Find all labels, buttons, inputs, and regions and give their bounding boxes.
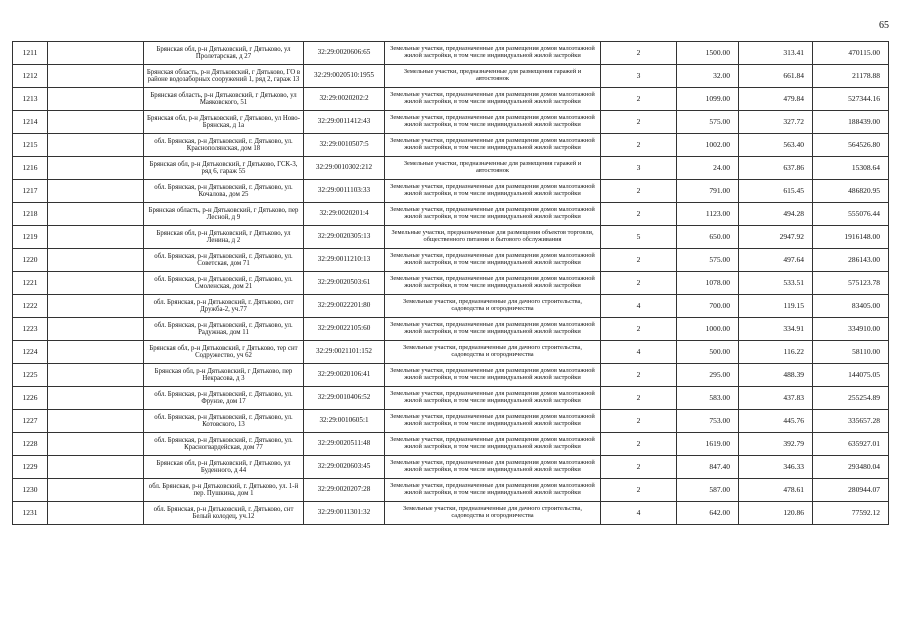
land-use-cell: Земельные участки, предназначенные для размещения домов малоэтажной жилой застройки, в том числе индивидуальной жилой застройки xyxy=(385,433,601,456)
cadastral-number-cell: 32:29:0011301:32 xyxy=(304,502,385,525)
cadastral-value-cell: 83405.00 xyxy=(813,295,889,318)
empty-cell xyxy=(48,157,144,180)
table-row xyxy=(13,42,889,65)
empty-cell xyxy=(48,410,144,433)
cadastral-value-cell: 334910.00 xyxy=(813,318,889,341)
area-cell: 32.00 xyxy=(677,65,739,88)
address-cell: обл. Брянская, р-н Дятьковский, г. Дятьково, ул. Красногвардейская, дом 77 xyxy=(144,433,304,456)
land-use-cell: Земельные участки, предназначенные для дачного строительства, садоводства и огородничества xyxy=(385,341,601,364)
specific-value-cell: 479.84 xyxy=(739,88,813,111)
group-cell: 5 xyxy=(601,226,677,249)
group-cell: 2 xyxy=(601,318,677,341)
area-cell: 1619.00 xyxy=(677,433,739,456)
group-cell: 4 xyxy=(601,295,677,318)
land-use-cell: Земельные участки, предназначенные для дачного строительства, садоводства и огородничества xyxy=(385,502,601,525)
address-cell: обл. Брянская, р-н Дятьковский, г. Дятьково, ул. Котовского, 13 xyxy=(144,410,304,433)
cadastral-number-cell: 32:29:0020305:13 xyxy=(304,226,385,249)
cadastral-number-cell: 32:29:0010302:212 xyxy=(304,157,385,180)
row-number: 1228 xyxy=(13,433,48,456)
area-cell: 1078.00 xyxy=(677,272,739,295)
area-cell: 24.00 xyxy=(677,157,739,180)
area-cell: 575.00 xyxy=(677,111,739,134)
table-row xyxy=(13,249,889,272)
cadastral-number-cell: 32:29:0020207:28 xyxy=(304,479,385,502)
row-number: 1224 xyxy=(13,341,48,364)
specific-value-cell: 116.22 xyxy=(739,341,813,364)
address-cell: Брянская обл, р-н Дятьковский, г Дятьково, ГСК-3, ряд 6, гараж 55 xyxy=(144,157,304,180)
land-use-cell: Земельные участки, предназначенные для размещения домов малоэтажной жилой застройки, в том числе индивидуальной жилой застройки xyxy=(385,111,601,134)
table-row xyxy=(13,157,889,180)
empty-cell xyxy=(48,249,144,272)
empty-cell xyxy=(48,111,144,134)
empty-cell xyxy=(48,88,144,111)
row-number: 1229 xyxy=(13,456,48,479)
empty-cell xyxy=(48,203,144,226)
address-cell: обл. Брянская, р-н Дятьковский, г. Дятьково, ул. Советская, дом 71 xyxy=(144,249,304,272)
cadastral-value-cell: 286143.00 xyxy=(813,249,889,272)
cadastral-number-cell: 32:29:0020511:48 xyxy=(304,433,385,456)
table-row xyxy=(13,318,889,341)
cadastral-number-cell: 32:29:0020606:65 xyxy=(304,42,385,65)
table-row xyxy=(13,502,889,525)
row-number: 1220 xyxy=(13,249,48,272)
empty-cell xyxy=(48,134,144,157)
group-cell: 2 xyxy=(601,364,677,387)
table-row xyxy=(13,456,889,479)
specific-value-cell: 2947.92 xyxy=(739,226,813,249)
address-cell: Брянская область, р-н Дятьковский, г Дятьково, ул Маяковского, 51 xyxy=(144,88,304,111)
cadastral-value-cell: 527344.16 xyxy=(813,88,889,111)
table-row xyxy=(13,295,889,318)
group-cell: 2 xyxy=(601,88,677,111)
empty-cell xyxy=(48,295,144,318)
area-cell: 583.00 xyxy=(677,387,739,410)
group-cell: 2 xyxy=(601,433,677,456)
specific-value-cell: 334.91 xyxy=(739,318,813,341)
group-cell: 2 xyxy=(601,387,677,410)
group-cell: 4 xyxy=(601,502,677,525)
address-cell: обл. Брянская, р-н Дятьковский, г. Дятьково, снт Белый колодец, уч.12 xyxy=(144,502,304,525)
cadastral-value-cell: 555076.44 xyxy=(813,203,889,226)
specific-value-cell: 563.40 xyxy=(739,134,813,157)
cadastral-value-cell: 144075.05 xyxy=(813,364,889,387)
empty-cell xyxy=(48,65,144,88)
cadastral-number-cell: 32:29:0022105:60 xyxy=(304,318,385,341)
cadastral-value-cell: 575123.78 xyxy=(813,272,889,295)
row-number: 1218 xyxy=(13,203,48,226)
group-cell: 3 xyxy=(601,65,677,88)
row-number: 1216 xyxy=(13,157,48,180)
area-cell: 295.00 xyxy=(677,364,739,387)
table-row xyxy=(13,272,889,295)
cadastral-value-cell: 335657.28 xyxy=(813,410,889,433)
area-cell: 1002.00 xyxy=(677,134,739,157)
cadastral-value-cell: 255254.89 xyxy=(813,387,889,410)
address-cell: Брянская обл, р-н Дятьковский, г Дятьково, пер Некрасова, д 3 xyxy=(144,364,304,387)
address-cell: Брянская обл, р-н Дятьковский, г Дятьково, ул Пролетарская, д 27 xyxy=(144,42,304,65)
cadastral-number-cell: 32:29:0020201:4 xyxy=(304,203,385,226)
group-cell: 2 xyxy=(601,249,677,272)
land-use-cell: Земельные участки, предназначенные для размещения домов малоэтажной жилой застройки, в том числе индивидуальной жилой застройки xyxy=(385,387,601,410)
specific-value-cell: 497.64 xyxy=(739,249,813,272)
cadastral-value-cell: 280944.07 xyxy=(813,479,889,502)
row-number: 1222 xyxy=(13,295,48,318)
row-number: 1223 xyxy=(13,318,48,341)
cadastral-number-cell: 32:29:0021101:152 xyxy=(304,341,385,364)
address-cell: обл. Брянская, р-н Дятьковский, г. Дятьково, ул. Смоленская, дом 21 xyxy=(144,272,304,295)
empty-cell xyxy=(48,318,144,341)
cadastral-number-cell: 32:29:0020510:1955 xyxy=(304,65,385,88)
group-cell: 3 xyxy=(601,157,677,180)
group-cell: 2 xyxy=(601,111,677,134)
table-row xyxy=(13,364,889,387)
table-row xyxy=(13,479,889,502)
table-row xyxy=(13,387,889,410)
specific-value-cell: 313.41 xyxy=(739,42,813,65)
table-row xyxy=(13,433,889,456)
land-use-cell: Земельные участки, предназначенные для размещения объектов торговли, общественного питания и бытового обслуживания xyxy=(385,226,601,249)
row-number: 1227 xyxy=(13,410,48,433)
cadastral-number-cell: 32:29:0020202:2 xyxy=(304,88,385,111)
row-number: 1226 xyxy=(13,387,48,410)
cadastral-value-cell: 15308.64 xyxy=(813,157,889,180)
area-cell: 791.00 xyxy=(677,180,739,203)
land-use-cell: Земельные участки, предназначенные для размещения домов малоэтажной жилой застройки, в том числе индивидуальной жилой застройки xyxy=(385,479,601,502)
table-row xyxy=(13,111,889,134)
table-body xyxy=(13,42,889,525)
group-cell: 2 xyxy=(601,410,677,433)
specific-value-cell: 392.79 xyxy=(739,433,813,456)
specific-value-cell: 437.83 xyxy=(739,387,813,410)
group-cell: 2 xyxy=(601,134,677,157)
address-cell: Брянская область, р-н Дятьковский, г Дятьково, ГО в районе водозаборных сооружений 1, ряд 2, гараж 13 xyxy=(144,65,304,88)
row-number: 1211 xyxy=(13,42,48,65)
land-use-cell: Земельные участки, предназначенные для размещения домов малоэтажной жилой застройки, в том числе индивидуальной жилой застройки xyxy=(385,134,601,157)
address-cell: Брянская обл, р-н Дятьковский, г Дятьково, ул Буденного, д 44 xyxy=(144,456,304,479)
area-cell: 575.00 xyxy=(677,249,739,272)
table-row xyxy=(13,88,889,111)
address-cell: Брянская обл, р-н Дятьковский, г Дятьково, ул Ленина, д 2 xyxy=(144,226,304,249)
table-row xyxy=(13,410,889,433)
cadastral-value-table xyxy=(12,41,889,525)
cadastral-number-cell: 32:29:0020106:41 xyxy=(304,364,385,387)
specific-value-cell: 120.86 xyxy=(739,502,813,525)
cadastral-number-cell: 32:29:0010507:5 xyxy=(304,134,385,157)
area-cell: 847.40 xyxy=(677,456,739,479)
address-cell: обл. Брянская, р-н Дятьковский, г. Дятьково, ул. Кочалова, дом 25 xyxy=(144,180,304,203)
land-use-cell: Земельные участки, предназначенные для размещения домов малоэтажной жилой застройки, в том числе индивидуальной жилой застройки xyxy=(385,410,601,433)
empty-cell xyxy=(48,433,144,456)
cadastral-number-cell: 32:29:0010605:1 xyxy=(304,410,385,433)
cadastral-value-cell: 77592.12 xyxy=(813,502,889,525)
cadastral-number-cell: 32:29:0020603:45 xyxy=(304,456,385,479)
cadastral-number-cell: 32:29:0011210:13 xyxy=(304,249,385,272)
cadastral-value-cell: 1916148.00 xyxy=(813,226,889,249)
group-cell: 2 xyxy=(601,180,677,203)
empty-cell xyxy=(48,180,144,203)
cadastral-number-cell: 32:29:0011412:43 xyxy=(304,111,385,134)
table-row xyxy=(13,341,889,364)
cadastral-number-cell: 32:29:0011103:33 xyxy=(304,180,385,203)
row-number: 1212 xyxy=(13,65,48,88)
row-number: 1230 xyxy=(13,479,48,502)
land-use-cell: Земельные участки, предназначенные для размещения домов малоэтажной жилой застройки, в том числе индивидуальной жилой застройки xyxy=(385,249,601,272)
address-cell: обл. Брянская, р-н Дятьковский, г. Дятьково, снт Дружба-2, уч.77 xyxy=(144,295,304,318)
group-cell: 2 xyxy=(601,456,677,479)
row-number: 1221 xyxy=(13,272,48,295)
address-cell: обл. Брянская, р-н Дятьковский, г. Дятьково, ул. 1-й пер. Пушкина, дом 1 xyxy=(144,479,304,502)
specific-value-cell: 327.72 xyxy=(739,111,813,134)
cadastral-value-cell: 188439.00 xyxy=(813,111,889,134)
area-cell: 753.00 xyxy=(677,410,739,433)
row-number: 1215 xyxy=(13,134,48,157)
area-cell: 587.00 xyxy=(677,479,739,502)
empty-cell xyxy=(48,456,144,479)
cadastral-number-cell: 32:29:0022201:80 xyxy=(304,295,385,318)
cadastral-number-cell: 32:29:0010406:52 xyxy=(304,387,385,410)
row-number: 1213 xyxy=(13,88,48,111)
specific-value-cell: 445.76 xyxy=(739,410,813,433)
specific-value-cell: 615.45 xyxy=(739,180,813,203)
empty-cell xyxy=(48,502,144,525)
land-use-cell: Земельные участки, предназначенные для размещения гаражей и автостоянок xyxy=(385,157,601,180)
table-row xyxy=(13,180,889,203)
empty-cell xyxy=(48,272,144,295)
land-use-cell: Земельные участки, предназначенные для размещения домов малоэтажной жилой застройки, в том числе индивидуальной жилой застройки xyxy=(385,272,601,295)
specific-value-cell: 478.61 xyxy=(739,479,813,502)
group-cell: 2 xyxy=(601,42,677,65)
specific-value-cell: 346.33 xyxy=(739,456,813,479)
cadastral-value-cell: 293480.04 xyxy=(813,456,889,479)
land-use-cell: Земельные участки, предназначенные для размещения домов малоэтажной жилой застройки, в том числе индивидуальной жилой застройки xyxy=(385,456,601,479)
row-number: 1217 xyxy=(13,180,48,203)
empty-cell xyxy=(48,226,144,249)
address-cell: Брянская обл, р-н Дятьковский, г Дятьково, тер снт Содружество, уч 62 xyxy=(144,341,304,364)
empty-cell xyxy=(48,42,144,65)
group-cell: 2 xyxy=(601,272,677,295)
area-cell: 1500.00 xyxy=(677,42,739,65)
specific-value-cell: 533.51 xyxy=(739,272,813,295)
area-cell: 1000.00 xyxy=(677,318,739,341)
land-use-cell: Земельные участки, предназначенные для размещения гаражей и автостоянок xyxy=(385,65,601,88)
group-cell: 4 xyxy=(601,341,677,364)
cadastral-value-cell: 21178.88 xyxy=(813,65,889,88)
area-cell: 650.00 xyxy=(677,226,739,249)
land-use-cell: Земельные участки, предназначенные для размещения домов малоэтажной жилой застройки, в том числе индивидуальной жилой застройки xyxy=(385,364,601,387)
specific-value-cell: 494.28 xyxy=(739,203,813,226)
area-cell: 1123.00 xyxy=(677,203,739,226)
empty-cell xyxy=(48,479,144,502)
group-cell: 2 xyxy=(601,203,677,226)
table-row xyxy=(13,203,889,226)
row-number: 1225 xyxy=(13,364,48,387)
specific-value-cell: 119.15 xyxy=(739,295,813,318)
page-number: 65 xyxy=(879,20,889,31)
area-cell: 500.00 xyxy=(677,341,739,364)
table-row xyxy=(13,226,889,249)
row-number: 1219 xyxy=(13,226,48,249)
table-row xyxy=(13,134,889,157)
cadastral-value-cell: 486820.95 xyxy=(813,180,889,203)
group-cell: 2 xyxy=(601,479,677,502)
cadastral-value-cell: 470115.00 xyxy=(813,42,889,65)
cadastral-value-cell: 58110.00 xyxy=(813,341,889,364)
row-number: 1214 xyxy=(13,111,48,134)
area-cell: 642.00 xyxy=(677,502,739,525)
cadastral-value-cell: 635927.01 xyxy=(813,433,889,456)
row-number: 1231 xyxy=(13,502,48,525)
empty-cell xyxy=(48,341,144,364)
land-use-cell: Земельные участки, предназначенные для размещения домов малоэтажной жилой застройки, в том числе индивидуальной жилой застройки xyxy=(385,318,601,341)
table-row xyxy=(13,65,889,88)
specific-value-cell: 661.84 xyxy=(739,65,813,88)
specific-value-cell: 637.86 xyxy=(739,157,813,180)
area-cell: 700.00 xyxy=(677,295,739,318)
land-use-cell: Земельные участки, предназначенные для размещения домов малоэтажной жилой застройки, в том числе индивидуальной жилой застройки xyxy=(385,88,601,111)
land-use-cell: Земельные участки, предназначенные для дачного строительства, садоводства и огородничества xyxy=(385,295,601,318)
address-cell: Брянская обл, р-н Дятьковский, г Дятьково, ул Ново-Брянская, д 1а xyxy=(144,111,304,134)
area-cell: 1099.00 xyxy=(677,88,739,111)
cadastral-value-cell: 564526.80 xyxy=(813,134,889,157)
address-cell: обл. Брянская, р-н Дятьковский, г. Дятьково, ул. Радужная, дом 11 xyxy=(144,318,304,341)
land-use-cell: Земельные участки, предназначенные для размещения домов малоэтажной жилой застройки, в том числе индивидуальной жилой застройки xyxy=(385,42,601,65)
land-use-cell: Земельные участки, предназначенные для размещения домов малоэтажной жилой застройки, в том числе индивидуальной жилой застройки xyxy=(385,203,601,226)
specific-value-cell: 488.39 xyxy=(739,364,813,387)
address-cell: обл. Брянская, р-н Дятьковский, г. Дятьково, ул. Краснополянская, дом 18 xyxy=(144,134,304,157)
empty-cell xyxy=(48,387,144,410)
address-cell: Брянская область, р-н Дятьковский, г Дятьково, пер Лесной, д 9 xyxy=(144,203,304,226)
address-cell: обл. Брянская, р-н Дятьковский, г. Дятьково, ул. Фрунзе, дом 17 xyxy=(144,387,304,410)
empty-cell xyxy=(48,364,144,387)
cadastral-number-cell: 32:29:0020503:61 xyxy=(304,272,385,295)
land-use-cell: Земельные участки, предназначенные для размещения домов малоэтажной жилой застройки, в том числе индивидуальной жилой застройки xyxy=(385,180,601,203)
